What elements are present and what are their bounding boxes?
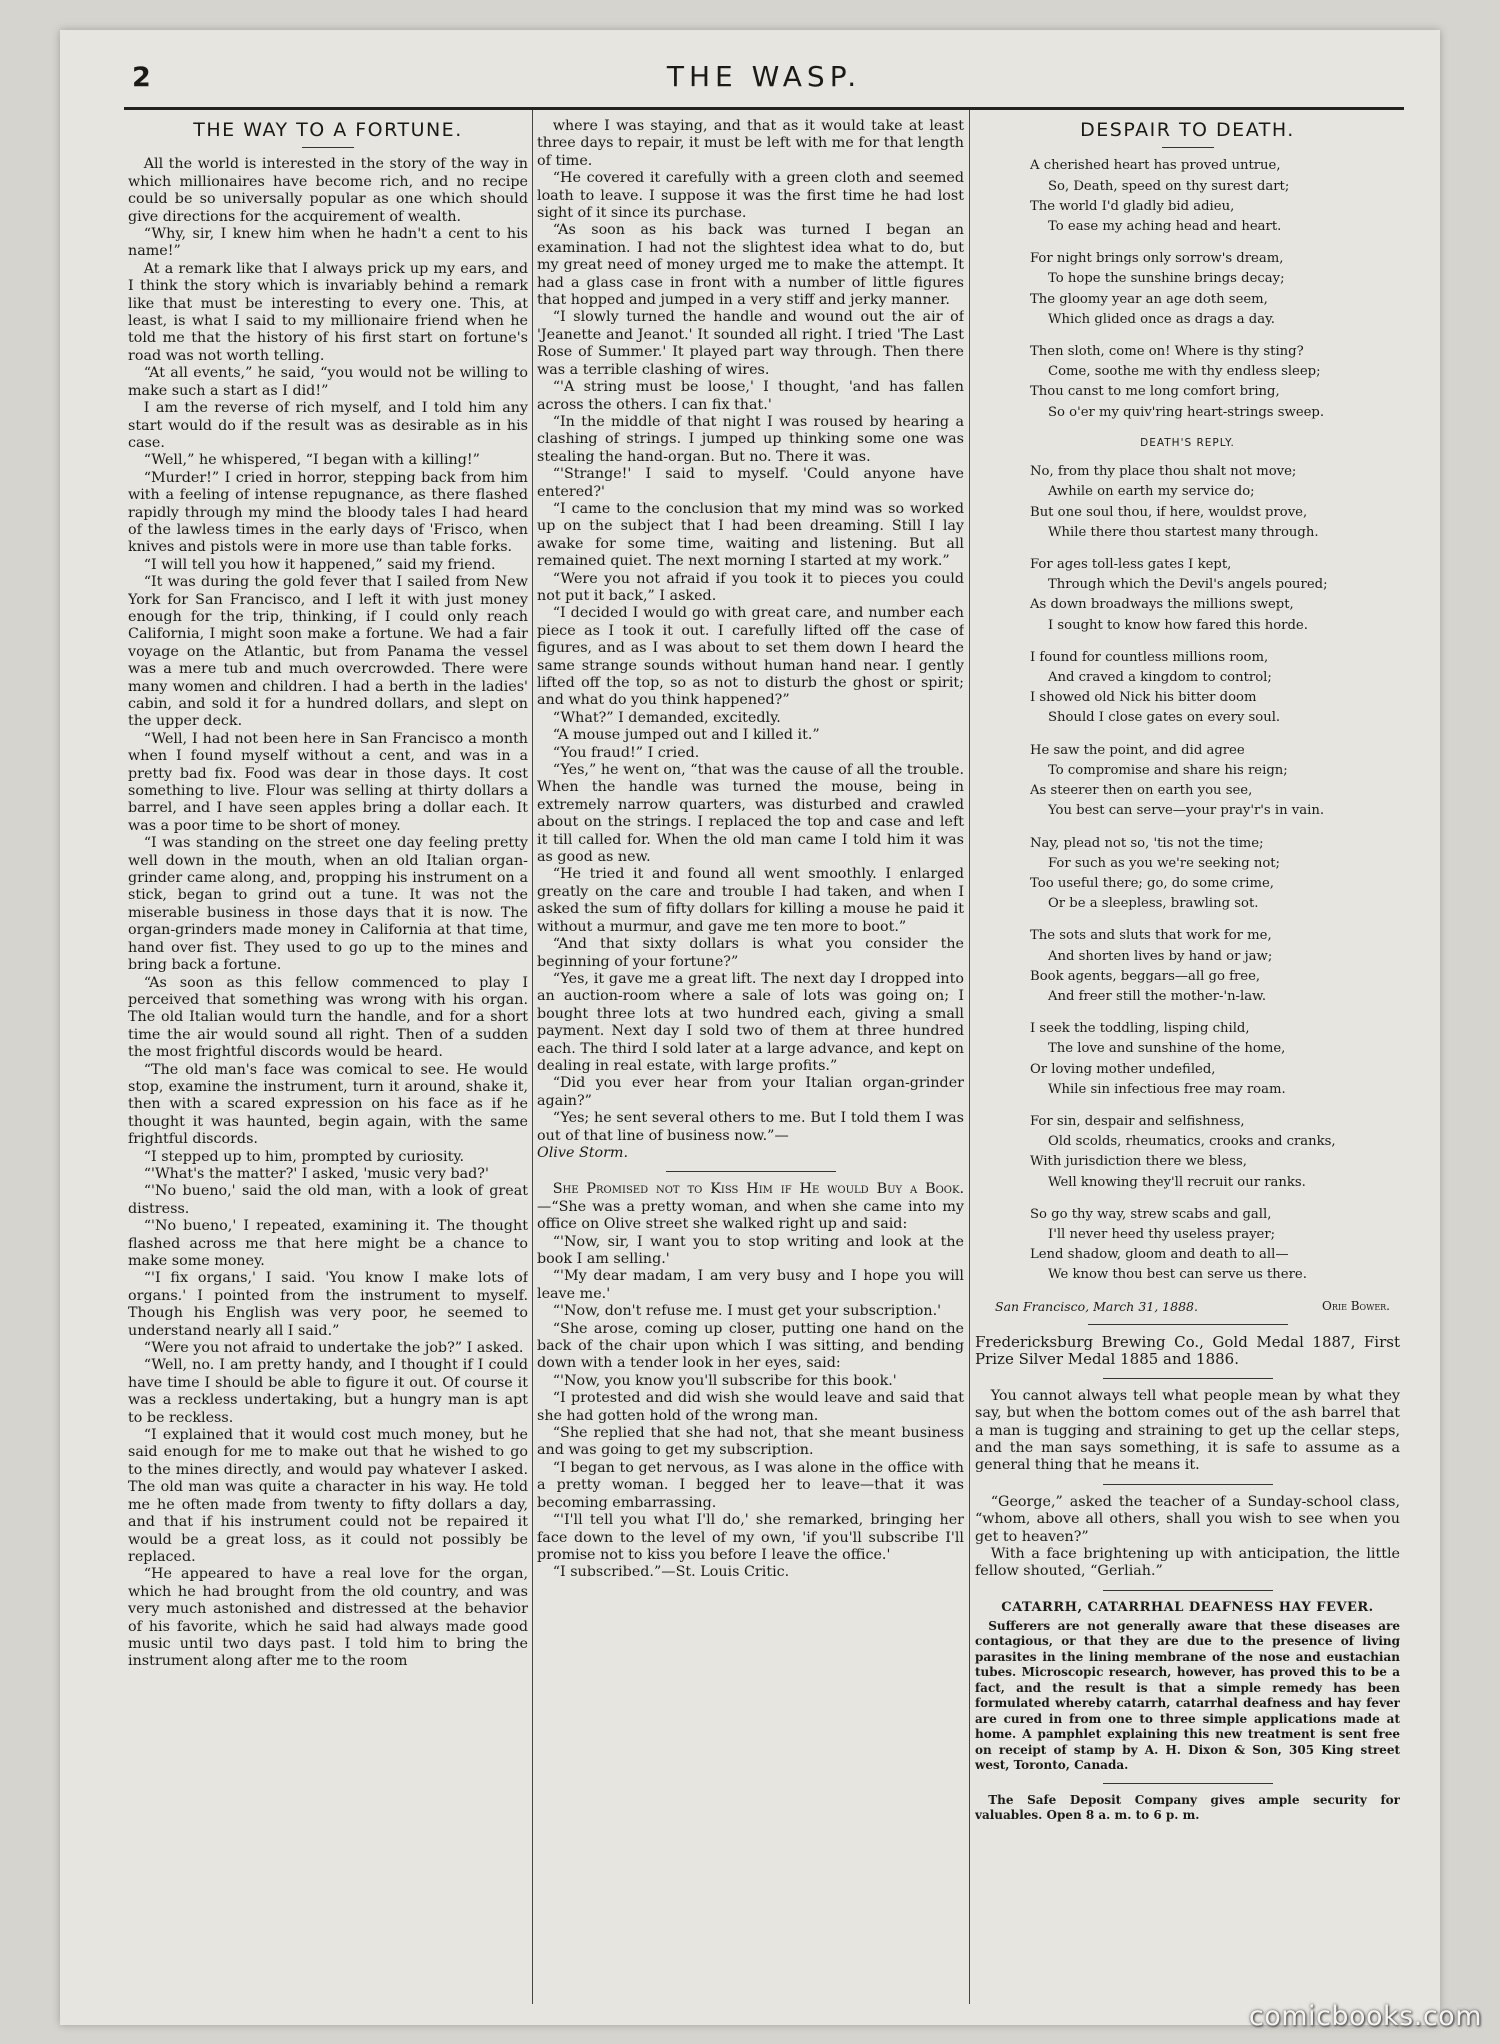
stanza (1030, 1019, 1400, 1100)
paragraph: “As soon as this fellow commenced to play I perceived that something was wrong with his organ. The old Italian would turn the handle, and for a short time the air would sound all right. Then of a sudden the most frightful discords would be heard. (128, 974, 528, 1061)
paragraph: “I decided I would go with great care, and number each piece as I took it out. I carefully lifted off the case of figures, and as I was about to set them down I heard the same strange sounds without human hand near. I gently lifted off the top, so as not to disturb the ghost or spirit; and what do you think happened?” (537, 605, 964, 709)
article-continuation (537, 118, 964, 1145)
column-2 (537, 118, 964, 2004)
paragraph: “'Now, don't refuse me. I must get your subscription.' (552, 1303, 942, 1320)
poem-line: Should I close gates on every soul. (1048, 710, 1281, 726)
poem-line: As steerer then on earth you see, (1030, 783, 1253, 799)
poem-line: The love and sunshine of the home, (1048, 1041, 1286, 1057)
brewing-ad: Fredericksburg Brewing Co., Gold Medal 1887, First Prize Silver Medal 1885 and 1886. (975, 1332, 1400, 1369)
divider-rule (1103, 1378, 1273, 1379)
poem-line: So, Death, speed on thy surest dart; (1048, 178, 1290, 194)
poem-line: For sin, despair and selfishness, (1030, 1113, 1245, 1129)
paragraph: “Well, I had not been here in San Francisco a month when I found myself without a cent, and was in a pretty bad fix. Food was dear in those days. It cost something to live. Flour was selling at thirty dollars a barrel, and I have seen apples bring a dollar each. It was a poor time to be short of money. (128, 730, 528, 834)
paragraph: “'A string must be loose,' I thought, 'and has fallen across the others. I can fix that.' (537, 379, 964, 413)
article-signature: Olive Storm. (537, 1144, 629, 1161)
paragraph: “'Now, you know you'll subscribe for this book.' (552, 1372, 897, 1389)
stanza (1030, 741, 1400, 822)
poem-line: Then sloth, come on! Where is thy sting? (1030, 344, 1304, 360)
divider-rule (1103, 1484, 1273, 1485)
paragraph: “George,” asked the teacher of a Sunday-school class, “whom, above all others, shall you wish to see when you get to heaven?” (975, 1493, 1400, 1545)
dateline-text: San Francisco, March 31, 1888. (995, 1298, 1198, 1314)
poem-line: And craved a kingdom to control; (1048, 670, 1272, 686)
poem-line: For night brings only sorrow's dream, (1030, 251, 1284, 267)
paragraph: “'What's the matter?' I asked, 'music very bad?' (143, 1165, 489, 1182)
stanza (1030, 342, 1400, 423)
poem-line: But one soul thou, if here, wouldst prove, (1030, 504, 1308, 520)
story2-lead: She Promised not to Kiss Him if He would Buy a Book. (552, 1181, 964, 1198)
poem-line: Well knowing they'll recruit our ranks. (1048, 1174, 1306, 1190)
paragraph: “'My dear madam, I am very busy and I hope you will leave me.' (537, 1268, 964, 1302)
masthead (124, 60, 1404, 104)
paragraph: “He appeared to have a real love for the organ, which he had brought from the old country, and was very much astonished and distressed at the behavior of his favorite, which he said had always made good music until two days past. I told him to bring the instrument along after me to the room (128, 1566, 528, 1670)
paragraph: “'Now, sir, I want you to stop writing and look at the book I am selling.' (537, 1233, 964, 1267)
poem-line: To hope the sunshine brings decay; (1048, 271, 1285, 287)
stanza (1030, 156, 1400, 237)
paragraph: where I was staying, and that as it would take at least three days to repair, it must be left with me for that length of time. (537, 118, 964, 169)
poem-line: And freer still the mother-'n-law. (1048, 988, 1267, 1004)
paragraph: “Yes, it gave me a great lift. The next day I dropped into an auction-room where a sale of lots was going on; I bought three lots at two hundred each, giving a small payment. Next day I sold two of them at three hundred each. The third I sold later at a large advance, and kept on dealing in real estate, with large profits.” (537, 970, 964, 1074)
stanza (1030, 1112, 1400, 1193)
poem-line: I seek the toddling, lisping child, (1030, 1021, 1250, 1037)
title-rule (1162, 147, 1214, 148)
poem-line: We know thou best can serve us there. (1048, 1267, 1307, 1283)
poem-line: Awhile on earth my service do; (1048, 484, 1255, 500)
poem-line: Through which the Devil's angels poured; (1048, 577, 1328, 593)
paragraph: “A mouse jumped out and I killed it.” (552, 727, 820, 744)
paragraph: “'I'll tell you what I'll do,' she remarked, bringing her face down to the level of my own, 'if you'll subscribe I'll promise not to kiss you before I leave the office.' (537, 1512, 964, 1563)
paragraph: “'No bueno,' said the old man, with a look of great distress. (128, 1183, 528, 1217)
poem-line: Thou canst to me long comfort bring, (1030, 384, 1280, 400)
paragraph: “I protested and did wish she would leave and said that she had gotten hold of the wrong man. (537, 1390, 964, 1424)
poem-line: The gloomy year an age doth seem, (1030, 291, 1268, 307)
paragraph: “And that sixty dollars is what you consider the beginning of your fortune?” (537, 936, 964, 970)
page-number: 2 (132, 62, 151, 93)
paragraph: “Yes,” he went on, “that was the cause of all the trouble. When the handle was turned the mouse, being in extremely narrow quarters, was disturbed and crawled about on the strings. I replaced the top and case and left it till called for. When the old man came I told him it was as good as new. (537, 762, 964, 866)
paragraph: “He covered it carefully with a green cloth and seemed loath to leave. I suppose it was the first time he had lost sight of it since its purchase. (537, 170, 964, 222)
paragraph: “I subscribed.”—St. Louis Critic. (552, 1564, 790, 1581)
article-title: THE WAY TO A FORTUNE. (193, 119, 463, 141)
poem-dateline (975, 1298, 1400, 1315)
poem-line: I sought to know how fared this horde. (1048, 617, 1308, 633)
poem-line: Which glided once as drags a day. (1048, 311, 1275, 327)
poem-line: For such as you we're seeking not; (1048, 855, 1280, 871)
paragraph: “You fraud!” I cried. (552, 744, 700, 761)
divider-rule (1103, 1590, 1273, 1591)
story2-intro (537, 1181, 964, 1233)
poem-line: I'll never heed thy useless prayer; (1048, 1226, 1276, 1242)
paragraph: I am the reverse of rich myself, and I told him any start would do if the result was as desirable as in his case. (128, 400, 528, 451)
paragraph: “I was standing on the street one day feeling pretty well down in the mouth, when an old Italian organ-grinder came along, and, propping his instrument on a stick, began to grind out a tune. It was not the miserable business in those days that it is now. The organ-grinders made money in California at that time, hand over fist. They used to go up to the mines and bring back a fortune. (128, 835, 528, 974)
column-3 (975, 118, 1400, 2004)
reply-title: DEATH'S REPLY. (1140, 436, 1235, 449)
poem-author: Orie Bower. (1322, 1298, 1390, 1313)
paragraph: “Were you not afraid if you took it to pieces you could not put it back,” I asked. (537, 570, 964, 604)
stanza (1030, 1205, 1400, 1286)
poem-line: So go thy way, strew scabs and gall, (1030, 1206, 1272, 1222)
poem-line: A cherished heart has proved untrue, (1030, 158, 1281, 174)
poem-line: Come, soothe me with thy endless sleep; (1048, 364, 1321, 380)
poem-line: Or be a sleepless, brawling sot. (1048, 896, 1259, 912)
paragraph: “I began to get nervous, as I was alone in the office with a pretty woman. I begged her to leave—that it was becoming embarrassing. (537, 1459, 964, 1511)
poem-line: While there thou startest many through. (1048, 524, 1319, 540)
paragraph: “At all events,” he said, “you would not be willing to make such a start as I did!” (128, 365, 528, 399)
divider-rule (1088, 1324, 1288, 1325)
watermark: comicbooks.com (1248, 2001, 1482, 2032)
column-divider (969, 110, 970, 2004)
catarrh-title: CATARRH, CATARRHAL DEAFNESS HAY FEVER. (1001, 1599, 1374, 1615)
paragraph: “It was during the gold fever that I sailed from New York for San Francisco, and I left it with just money enough for the trip, thinking, if I could only reach California, I might soon make a fortune. We had a fair voyage on the Atlantic, but from Panama the vessel was a mere tub and much overcrowded. There were many women and children. I had a berth in the ladies' cabin, and sold it for a hundred dollars, and slept on the upper deck. (128, 574, 528, 730)
paragraph: “The old man's face was comical to see. He would stop, examine the instrument, turn it around, shake it, then with a scared expression on his face as if he thought it was haunted, begin again, with the same frightful discords. (128, 1061, 528, 1148)
stanza (1030, 926, 1400, 1007)
paragraph: “In the middle of that night I was roused by hearing a clashing of strings. I jumped up thinking some one was stealing the hand-organ. But no. There it was. (537, 413, 964, 465)
ash-barrel-paragraph: You cannot always tell what people mean by what they say, but when the bottom comes out of the ash barrel that a man is tugging and straining to get up the cellar steps, and the man says something, it is safe to assume as a general thing that he means it. (975, 1387, 1400, 1474)
poem-line: He saw the point, and did agree (1030, 742, 1245, 758)
article-body (128, 156, 528, 1670)
paragraph: “Yes; he sent several others to me. But I told them I was out of that line of business now.”— (537, 1110, 964, 1144)
paragraph: “I explained that it would cost much money, but he said enough for me to make out that he wished to go to the mines directly, and would pay whatever I asked. The old man was quite a character in his way. He told me he often made from twenty to fifty dollars a day, and that if his instrument could not be repaired it would be a great loss, as it could not possibly be replaced. (128, 1427, 528, 1565)
newspaper-title: THE WASP. (666, 60, 862, 93)
stanza (1030, 249, 1400, 330)
paragraph: “I came to the conclusion that my mind was so worked up on the subject that I had been dreaming. Still I lay awake for some time, waiting and listening. But all remained quiet. The next morning I started at my work.” (537, 500, 964, 570)
divider-rule (666, 1171, 836, 1172)
catarrh-body: Sufferers are not generally aware that these diseases are contagious, or that they are due to the presence of living parasites in the lining membrane of the nose and eustachian tubes. Microscopic research, however, has proved this to be a fact, and the result is that a simple remedy has been formulated whereby catarrh, catarrhal deafness and hay fever are cured in from one to three simple applications made at home. A pamphlet explaining this new treatment is sent free on receipt of stamp by A. H. Dixon & Son, 305 King street west, Toronto, Canada. (975, 1618, 1400, 1773)
paragraph: With a face brightening up with anticipation, the little fellow shouted, “Gerliah.” (975, 1546, 1400, 1580)
poem-despair (975, 156, 1400, 422)
paragraph: “She replied that she had not, that she meant business and was going to get my subscription. (537, 1425, 964, 1459)
poem-line: While sin infectious free may roam. (1048, 1081, 1286, 1097)
poem-line: To compromise and share his reign; (1048, 762, 1288, 778)
poem-line: So o'er my quiv'ring heart-strings sweep. (1048, 404, 1325, 420)
paragraph: “'I fix organs,' I said. 'You know I make lots of organs.' I pointed from the instrument to myself. Though his English was very poor, he seemed to understand nearly all I said.” (128, 1270, 528, 1339)
paragraph: “He tried it and found all went smoothly. I enlarged greatly on the care and trouble I had taken, and when I asked the sum of fifty dollars for killing a mouse he paid it without a murmur, and gave me ten more to boot.” (537, 866, 964, 935)
paragraph: “I stepped up to him, prompted by curiosity. (143, 1148, 465, 1165)
poem-line: Lend shadow, gloom and death to all— (1030, 1247, 1289, 1263)
sunday-school-item (975, 1494, 1400, 1581)
poem-line: As down broadways the millions swept, (1030, 597, 1294, 613)
stanza (1030, 648, 1400, 729)
poem-reply (975, 462, 1400, 1285)
paragraph: “Murder!” I cried in horror, stepping back from him with a feeling of intense repugnance, as there flashed rapidly through my mind the bloody tales I had heard of the lawless times in the early days of 'Frisco, when knives and pistols were in more use than table forks. (128, 469, 528, 556)
story2-first: —“She was a pretty woman, and when she came into my office on Olive street she walked right up and said: (537, 1198, 964, 1233)
poem-line: Old scolds, rheumatics, crooks and cranks, (1048, 1134, 1336, 1150)
title-rule (302, 147, 354, 148)
poem-line: With jurisdiction there we bless, (1030, 1154, 1247, 1170)
poem-line: Nay, plead not so, 'tis not the time; (1030, 835, 1264, 851)
paragraph: “'No bueno,' I repeated, examining it. The thought flashed across me that here might be a chance to make some money. (128, 1218, 528, 1269)
paragraph: “Did you ever hear from your Italian organ-grinder again?” (537, 1075, 964, 1109)
paragraph: At a remark like that I always prick up my ears, and I think the story which is invariably behind a remark like that must be interesting to every one. This, at least, is what I said to my millionaire friend when he told me that the history of his first start on fortune's road was not worth telling. (128, 260, 528, 364)
paragraph: All the world is interested in the story of the way in which millionaires have become rich, and no recipe could be so universally popular as one which should give directions for the acquirement of wealth. (128, 156, 528, 225)
paragraph: “What?” I demanded, excitedly. (552, 709, 781, 726)
poem-line: I showed old Nick his bitter doom (1030, 690, 1257, 706)
column-1 (128, 118, 528, 2004)
paragraph: “I slowly turned the handle and wound out the air of 'Jeanette and Jeanot.' It sounded all right. I tried 'The Last Rose of Summer.' It played part way through. Then there was a terrible clashing of wires. (537, 309, 964, 378)
poem-line: To ease my aching head and heart. (1048, 219, 1282, 235)
paragraph: “Well, no. I am pretty handy, and I thought if I could have time I should be able to figure it out. Of course it was a reckless undertaking, but a hungry man is apt to be reckless. (128, 1357, 528, 1426)
poem-line: Book agents, beggars—all go free, (1030, 968, 1261, 984)
poem-line: Or loving mother undefiled, (1030, 1061, 1216, 1077)
poem-title: DESPAIR TO DEATH. (1080, 119, 1295, 141)
paragraph: “'Strange!' I said to myself. 'Could anyone have entered?' (537, 466, 964, 500)
poem-line: For ages toll-less gates I kept, (1030, 557, 1232, 573)
paragraph: “I will tell you how it happened,” said my friend. (143, 556, 496, 573)
poem-line: Too useful there; go, do some crime, (1030, 875, 1274, 891)
stanza (1030, 462, 1400, 543)
paragraph: “She arose, coming up closer, putting one hand on the back of the chair upon which I was sitting, and bending down with a tender look in her eyes, said: (537, 1320, 964, 1372)
poem-line: No, from thy place thou shalt not move; (1030, 464, 1297, 480)
paragraph: “Were you not afraid to undertake the job?” I asked. (143, 1340, 524, 1357)
paragraph: “As soon as his back was turned I began an examination. I had not the slightest idea what to do, but my great need of money urged me to make the attempt. It had a glass case in front with a number of little figures that hopped and jumped in a very stiff and jerky manner. (537, 222, 964, 309)
divider-rule (1103, 1783, 1273, 1784)
stanza (1030, 834, 1400, 915)
poem-line: The sots and sluts that work for me, (1030, 928, 1272, 944)
paragraph: “Well,” he whispered, “I began with a killing!” (143, 452, 480, 469)
safe-deposit-notice: The Safe Deposit Company gives ample security for valuables. Open 8 a. m. to 6 p. m. (975, 1792, 1400, 1823)
stanza (1030, 555, 1400, 636)
poem-line: The world I'd gladly bid adieu, (1030, 198, 1235, 214)
story2-body (537, 1234, 964, 1582)
header-rule (124, 107, 1404, 110)
column-divider (532, 110, 533, 2004)
poem-line: I found for countless millions room, (1030, 649, 1269, 665)
poem-line: And shorten lives by hand or jaw; (1048, 948, 1273, 964)
poem-line: You best can serve—your pray'r's in vain. (1048, 803, 1325, 819)
paragraph: “Why, sir, I knew him when he hadn't a cent to his name!” (128, 226, 528, 260)
